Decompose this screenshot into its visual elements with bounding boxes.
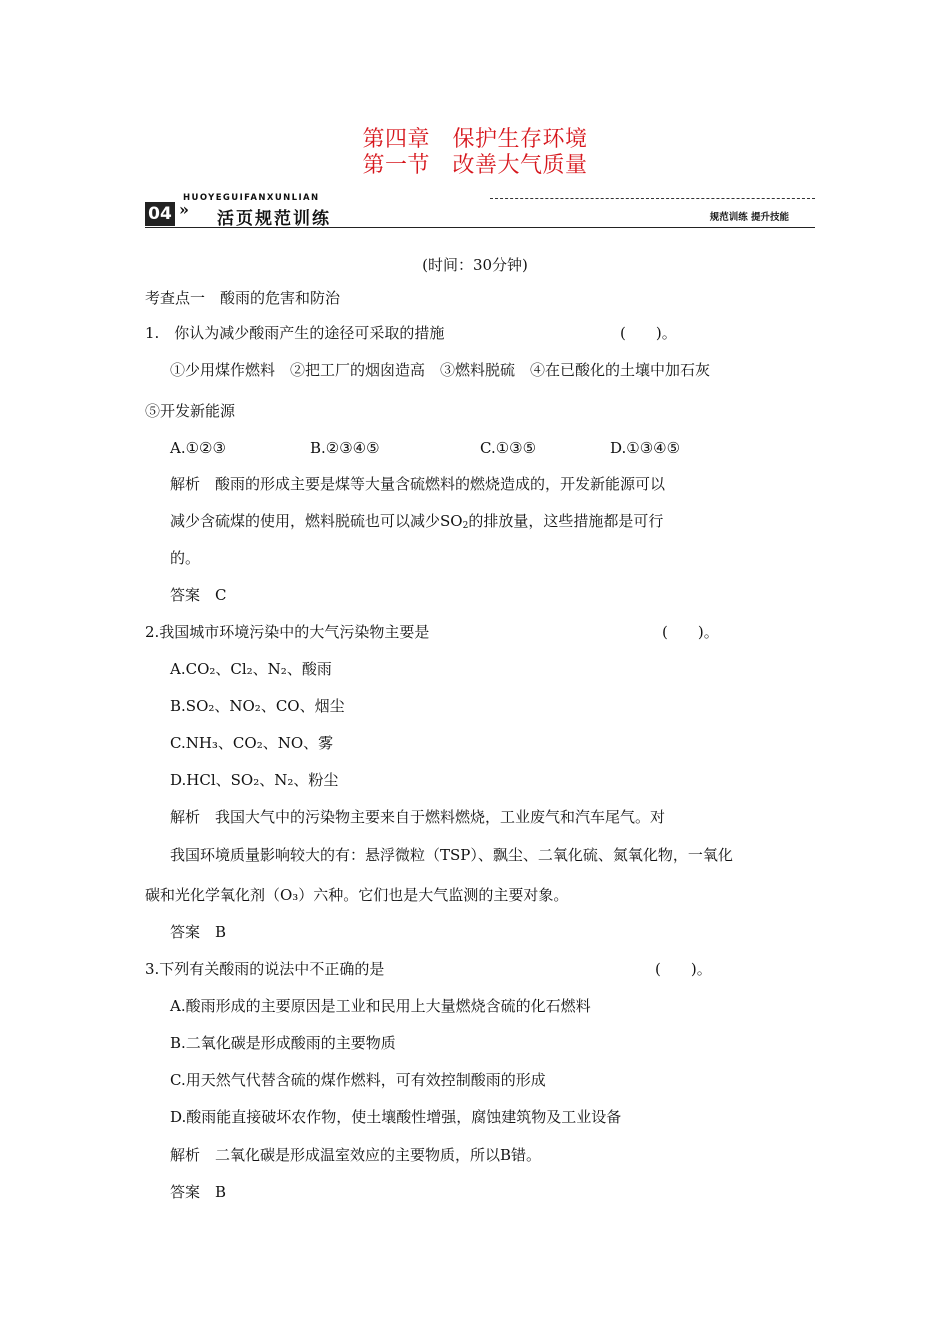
question-1-answer-blank: ( )。 <box>620 324 677 342</box>
banner-slogan: 规范训练 提升技能 <box>709 212 789 223</box>
double-arrow-icon: » <box>179 200 189 219</box>
question-1-option-a: A.①②③ <box>170 439 226 457</box>
banner-rule <box>145 227 815 228</box>
question-2-option-c: C.NH₃、CO₂、NO、雾 <box>170 734 334 752</box>
banner-pinyin: HUOYEGUIFANXUNLIAN <box>183 193 320 203</box>
section-banner <box>145 191 815 231</box>
chapter-title: 第四章 保护生存环境 <box>362 127 588 152</box>
question-3-answer-blank: ( )。 <box>655 960 712 978</box>
time-limit: (时间：30分钟) <box>422 256 528 274</box>
question-3-answer: 答案 B <box>170 1183 227 1201</box>
question-3-option-d: D.酸雨能直接破坏农作物，使土壤酸性增强，腐蚀建筑物及工业设备 <box>170 1108 622 1126</box>
question-2-option-d: D.HCl、SO₂、N₂、粉尘 <box>170 771 339 789</box>
question-3-option-a: A.酸雨形成的主要原因是工业和民用上大量燃烧含硫的化石燃料 <box>170 997 591 1015</box>
question-1-option-b: B.②③④⑤ <box>310 439 380 457</box>
question-2-answer-blank: ( )。 <box>662 623 719 641</box>
question-2-option-a: A.CO₂、Cl₂、N₂、酸雨 <box>170 660 332 678</box>
section-title: 第一节 改善大气质量 <box>362 153 588 178</box>
question-1-analysis: 解析 酸雨的形成主要是煤等大量含硫燃料的燃烧造成的，开发新能源可以 <box>170 475 666 493</box>
question-2-analysis: 我国环境质量影响较大的有：悬浮微粒（TSP）、飘尘、二氧化硫、氮氧化物，一氧化 <box>170 846 733 864</box>
question-1-answer: 答案 C <box>170 586 227 604</box>
question-1-analysis: 减少含硫煤的使用，燃料脱硫也可以减少$SO_2$的排放量，这些措施都是可行 <box>170 512 664 531</box>
question-1-stem-extra: ⑤开发新能源 <box>145 402 236 420</box>
question-1-stem-extra: ①少用煤作燃料 ②把工厂的烟囱造高 ③燃料脱硫 ④在已酸化的土壤中加石灰 <box>170 361 711 379</box>
banner-title: 活页规范训练 <box>217 209 331 229</box>
banner-number: 04 <box>145 202 175 226</box>
question-1-option-d: D.①③④⑤ <box>610 439 681 457</box>
question-3-option-c: C.用天然气代替含硫的煤作燃料，可有效控制酸雨的形成 <box>170 1071 546 1089</box>
topic-heading: 考查点一 酸雨的危害和防治 <box>145 289 341 307</box>
question-2-analysis: 碳和光化学氧化剂（O₃）六种。它们也是大气监测的主要对象。 <box>145 886 569 904</box>
question-1-analysis: 的。 <box>170 549 201 567</box>
question-2-stem: 2.我国城市环境污染中的大气污染物主要是 <box>145 623 430 641</box>
question-3-analysis: 解析 二氧化碳是形成温室效应的主要物质，所以B错。 <box>170 1146 542 1164</box>
question-3-stem: 3.下列有关酸雨的说法中不正确的是 <box>145 960 385 978</box>
question-2-option-b: B.SO₂、NO₂、CO、烟尘 <box>170 697 345 715</box>
question-2-answer: 答案 B <box>170 923 227 941</box>
question-1-stem: 1. 你认为减少酸雨产生的途径可采取的措施 <box>145 324 445 342</box>
question-3-option-b: B.二氧化碳是形成酸雨的主要物质 <box>170 1034 396 1052</box>
question-1-option-c: C.①③⑤ <box>480 439 537 457</box>
banner-dashed-rule <box>490 198 815 199</box>
question-2-analysis: 解析 我国大气中的污染物主要来自于燃料燃烧，工业废气和汽车尾气。对 <box>170 808 666 826</box>
